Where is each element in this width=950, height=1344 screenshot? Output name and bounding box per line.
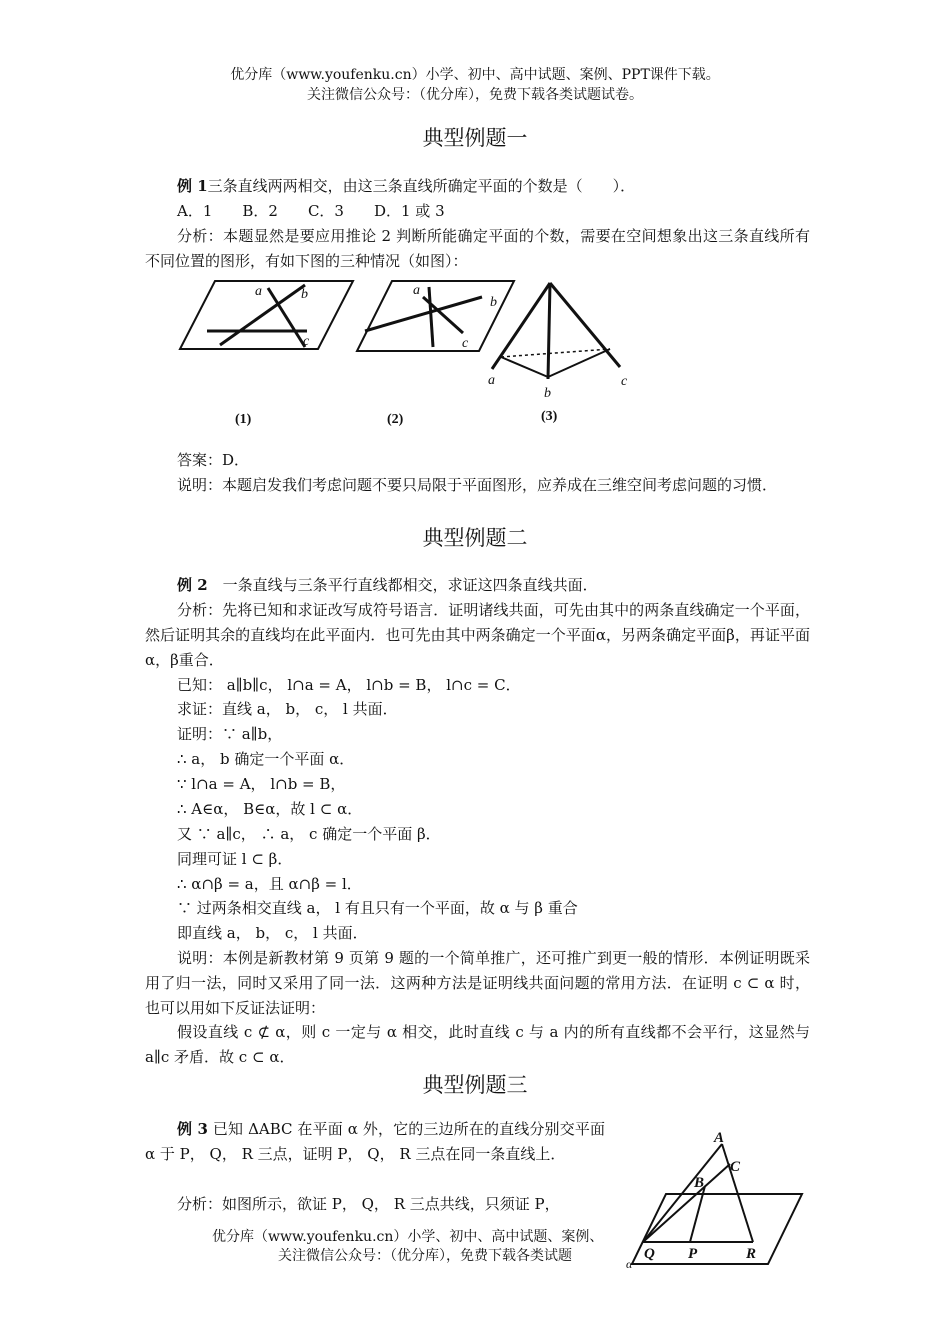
label-C: C — [730, 1159, 741, 1175]
line-C-B-Q — [643, 1164, 730, 1242]
example3-analysis: 分析：如图所示，欲证 P， Q， R 三点共线，只须证 P， — [177, 1195, 560, 1213]
example3-label: 例 3 — [177, 1120, 208, 1138]
example2-note: 说明：本例是新教材第 9 页第 9 题的一个简单推广，还可推广到更一般的情形．本例证明既采用了归一法，同时又采用了同一法．这两种方法是证明线共面问题的常用方法．在证明 c ⊂ α 时，也可以用如下反证法证明： — [145, 949, 810, 1017]
label-A: A — [714, 1130, 725, 1146]
proof-line: ∴ α∩β = a，且 α∩β = l． — [177, 875, 362, 893]
proof-line: 求证：直线 a， b， c， l 共面． — [177, 700, 398, 718]
example2-analysis: 分析：先将已知和求证改写成符号语言．证明诸线共面，可先由其中的两条直线确定一个平面，然后证明其余的直线均在此平面内．也可先由其中两条确定一个平面α，另两条确定平面β，再证平面α，β重合． — [145, 601, 810, 669]
example3-question: 例 3 已知 ΔABC 在平面 α 外，它的三边所在的直线分别交平面 α 于 P， Q， R 三点，证明 P， Q， R 三点在同一条直线上． — [145, 1120, 605, 1163]
label-P: P — [688, 1246, 698, 1262]
fig1-line-b — [220, 285, 305, 345]
proof-line: 又 ∵ a∥c， ∴ a， c 确定一个平面 β． — [177, 825, 441, 843]
proof-line: 证明：∵ a∥b， — [177, 725, 283, 743]
page-footer-line1: 优分库（www.youfenku.cn）小学、初中、高中试题、案例、 — [212, 1229, 604, 1245]
fig3-label-b: b — [544, 386, 551, 401]
section1-title: 典型例题一 — [422, 126, 528, 150]
fig2-label-c: c — [462, 336, 469, 351]
three-lines-figure — [175, 275, 645, 435]
example1-options: A．1 B．2 C．3 D．1 或 3 — [177, 202, 445, 220]
triangle-plane-figure — [610, 1128, 810, 1270]
fig3-edge-ab — [501, 357, 548, 377]
proof-line: 已知： a∥b∥c， l∩a = A， l∩b = B， l∩c = C． — [177, 676, 521, 694]
fig3-caption: (3) — [541, 409, 558, 424]
example1-answer: 答案：D． — [177, 451, 250, 469]
page-footer-line2: 关注微信公众号：（优分库），免费下载各类试题 — [278, 1248, 572, 1264]
fig3-line-b — [548, 283, 550, 379]
fig3-label-a: a — [488, 373, 495, 388]
fig2-label-a: a — [413, 283, 420, 298]
page-header-line2: 关注微信公众号：（优分库），免费下载各类试题试卷。 — [307, 87, 643, 103]
label-B: B — [694, 1175, 705, 1191]
fig1-label-a: a — [255, 284, 262, 299]
section2-title: 典型例题二 — [422, 526, 528, 550]
fig1-label-b: b — [301, 287, 308, 302]
fig1-plane — [180, 281, 353, 349]
proof-line: ∵ 过两条相交直线 a， l 有且只有一个平面，故 α 与 β 重合 — [177, 899, 578, 917]
fig3-line-c — [550, 283, 620, 367]
label-Q: Q — [644, 1246, 655, 1262]
example2-label: 例 2 — [177, 576, 208, 594]
fig2-plane — [357, 281, 514, 351]
example1-note: 说明：本题启发我们考虑问题不要只局限于平面图形，应养成在三维空间考虑问题的习惯． — [177, 476, 778, 494]
page-header-line1: 优分库（www.youfenku.cn）小学、初中、高中试题、案例、PPT课件下载。 — [230, 67, 720, 83]
label-R: R — [746, 1246, 757, 1262]
proof-line: ∴ A∈α， B∈α，故 l ⊂ α． — [177, 800, 363, 818]
example2-contradiction-proof: 假设直线 c ⊄ α，则 c 一定与 α 相交，此时直线 c 与 a 内的所有直线都不会平行，这显然与 a∥c 矛盾．故 c ⊂ α． — [145, 1023, 810, 1066]
fig1-caption: (1) — [235, 412, 252, 427]
example2-question: 例 2 一条直线与三条平行直线都相交，求证这四条直线共面． — [177, 576, 598, 594]
proof-line: ∵ l∩a = A， l∩b = B， — [177, 775, 346, 793]
proof-line: 即直线 a， b， c， l 共面． — [177, 924, 368, 942]
example1-label: 例 1 — [177, 177, 208, 195]
fig2-label-b: b — [490, 295, 497, 310]
label-alpha: α — [626, 1257, 633, 1270]
fig3-label-c: c — [621, 374, 628, 389]
fig1-label-c: c — [303, 334, 310, 349]
fig2-caption: (2) — [387, 412, 404, 427]
fig2-line-c — [429, 287, 433, 347]
proof-line: ∴ a， b 确定一个平面 α． — [177, 750, 355, 768]
proof-line: 同理可证 l ⊂ β． — [177, 850, 293, 868]
section3-title: 典型例题三 — [422, 1073, 528, 1097]
example1-question: 例 1三条直线两两相交，由这三条直线所确定平面的个数是（ ）． — [177, 177, 636, 195]
example1-analysis: 分析：本题显然是要应用推论 2 判断所能确定平面的个数，需要在空间想象出这三条直线所有不同位置的图形，有如下图的三种情况（如图）： — [145, 227, 810, 270]
